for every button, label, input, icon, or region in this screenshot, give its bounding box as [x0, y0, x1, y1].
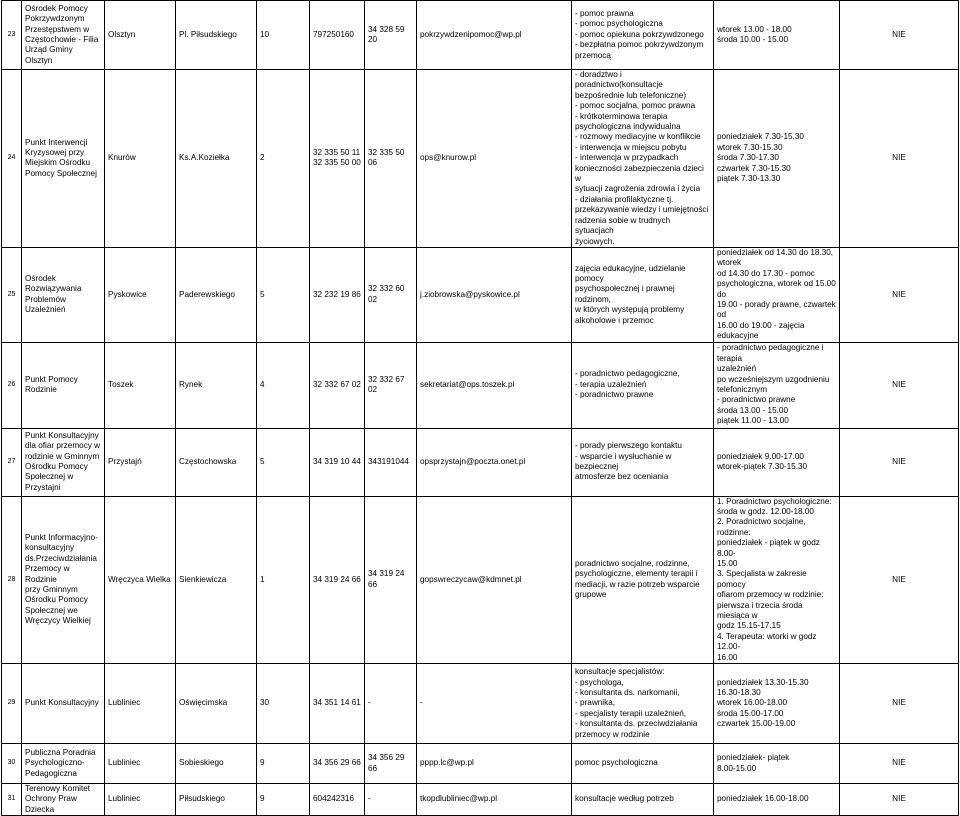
phone: 32 232 19 86 [310, 247, 365, 342]
opening-hours: poniedziałek 9.00-17.00 wtorek-piątek 7.30-15.30 [714, 428, 840, 496]
institution-name: Punkt Konsultacyjny dla ofiar przemocy w rodzinie w Gminnym Ośrodku Pomocy Społecznej w Przystajni [22, 428, 105, 496]
flag-value: NIE [840, 428, 959, 496]
email: opsprzystajn@poczta.onet.pl [417, 428, 572, 496]
phone: 34 319 24 66 [310, 496, 365, 664]
table-row [2, 70, 959, 248]
phone: 32 335 50 11 32 335 50 00 [310, 70, 365, 248]
flag-value: NIE [840, 784, 959, 816]
institution-name: Publiczna Poradnia Psychologiczno- Pedagogiczna [22, 744, 105, 784]
row-number: 30 [2, 744, 22, 784]
house-number: 2 [257, 70, 310, 248]
flag-value: NIE [840, 1, 959, 70]
fax: 32 332 60 02 [365, 247, 417, 342]
phone: 32 332 67 02 [310, 342, 365, 428]
table-row [2, 664, 959, 744]
flag-value: NIE [840, 342, 959, 428]
row-number: 28 [2, 496, 22, 664]
email: pokrzywdzenipomoc@wp.pl [417, 1, 572, 70]
email: j.ziobrowska@pyskowice.pl [417, 247, 572, 342]
table-row [2, 247, 959, 342]
services: - doradztwo i poradnictwo(konsultacje bezpośrednie lub telefoniczne) - pomoc socjalna, pomoc prawna - krótkoterminowa terapia psychologiczna indywidualna - rozmowy mediacyjne w konflikcie - interwencja w miejscu pobytu - interwencja w przypadkach konieczności zabezpieczenia dzieci w sytuacji zagrożenia zdrowia i życia - działania profilaktyczne tj. przekazywanie wiedzy i umiejętności radzenia sobie w trudnych sytuacjach życiowych. [572, 70, 714, 248]
services: zajęcia edukacyjne, udzielanie pomocy psychospołecznej i prawnej rodzinom, w których występują problemy alkoholowe i przemoc [572, 247, 714, 342]
street: Pl. Piłsudskiego [176, 1, 257, 70]
street: Sienkiewicza [176, 496, 257, 664]
street: Paderewskiego [176, 247, 257, 342]
opening-hours: poniedziałek od 14.30 do 18.30, wtorek od 14.30 do 17.30 - pomoc psychologiczna, wtorek od 15.00 do 19.00 - porady prawne, czwartek od 16.00 do 19.00 - zajęcia edukacyjne [714, 247, 840, 342]
fax: - [365, 784, 417, 816]
flag-value: NIE [840, 70, 959, 248]
opening-hours: wtorek 13.00 - 18.00 środa 10.00 - 15.00 [714, 1, 840, 70]
house-number: 1 [257, 496, 310, 664]
street: Oświęcimska [176, 664, 257, 744]
email: gopswreczycaw@kdmnet.pl [417, 496, 572, 664]
phone: 34 356 29 66 [310, 744, 365, 784]
street: Ks.A.Koziełka [176, 70, 257, 248]
services: - pomoc prawna - pomoc psychologiczna - pomoc opiekuna pokrzywdzonego - bezpłatna pomoc pokrzywdzonym przemocą [572, 1, 714, 70]
table-row [2, 496, 959, 664]
city: Olsztyn [105, 1, 176, 70]
phone: 604242316 [310, 784, 365, 816]
row-number: 31 [2, 784, 22, 816]
services: pomoc psychologiczna [572, 744, 714, 784]
fax: 34 356 29 66 [365, 744, 417, 784]
table-row [2, 744, 959, 784]
city: Lubliniec [105, 784, 176, 816]
house-number: 30 [257, 664, 310, 744]
city: Lubliniec [105, 664, 176, 744]
opening-hours: poniedziałek- piątek 8.00-15.00 [714, 744, 840, 784]
city: Lubliniec [105, 744, 176, 784]
flag-value: NIE [840, 744, 959, 784]
row-number: 23 [2, 1, 22, 70]
institution-name: Punkt Pomocy Rodzinie [22, 342, 105, 428]
house-number: 9 [257, 744, 310, 784]
flag-value: NIE [840, 247, 959, 342]
row-number: 29 [2, 664, 22, 744]
house-number: 5 [257, 247, 310, 342]
fax: 343191044 [365, 428, 417, 496]
phone: 797250160 [310, 1, 365, 70]
street: Piłsudskiego [176, 784, 257, 816]
phone: 34 319 10 44 [310, 428, 365, 496]
fax: - [365, 664, 417, 744]
phone: 34 351 14 61 [310, 664, 365, 744]
city: Pyskowice [105, 247, 176, 342]
institution-name: Punkt Informacyjno- konsultacyjny ds.Przeciwdziałania Przemocy w Rodzinie przy Gminnym Ośrodku Pomocy Społecznej we Wręczycy Wielkiej [22, 496, 105, 664]
city: Toszek [105, 342, 176, 428]
city: Knurów [105, 70, 176, 248]
table-row [2, 784, 959, 816]
row-number: 27 [2, 428, 22, 496]
email: sekretariat@ops.toszek.pl [417, 342, 572, 428]
fax: 34 319 24 66 [365, 496, 417, 664]
services: - porady pierwszego kontaktu - wsparcie i wysłuchanie w bezpiecznej atmosferze bez oceniania [572, 428, 714, 496]
institutions-table [1, 0, 959, 816]
institution-name: Punkt Konsultacyjny [22, 664, 105, 744]
email: pppp.lc@wp.pl [417, 744, 572, 784]
services: konsultacje specjalistów: - psychologa, - konsultanta ds. narkomanii, - prawnika, - specjalisty terapii uzależnień, - konsultanta ds. przeciwdziałania przemocy w rodzinie [572, 664, 714, 744]
fax: 32 335 50 06 [365, 70, 417, 248]
email: ops@knurow.pl [417, 70, 572, 248]
email: - [417, 664, 572, 744]
opening-hours: poniedziałek 16.00-18.00 [714, 784, 840, 816]
services: - poradnictwo pedagogiczne, - terapia uzależnień - poradnictwo prawne [572, 342, 714, 428]
table-row [2, 1, 959, 70]
services: konsultacje według potrzeb [572, 784, 714, 816]
opening-hours: 1. Poradnictwo psychologiczne: środa w godz. 12.00-18.00 2. Poradnictwo socjalne, rodzinne: poniedziałek - piątek w godz 8.00- 15.00 3. Specjalista w zakresie pomocy ofiarom przemocy w rodzinie: pierwsza i trzecia środa miesiąca w godz 15.15-17.15 4. Terapeuta: wtorki w godz 12.00- 16.00 [714, 496, 840, 664]
street: Rynek [176, 342, 257, 428]
city: Przystajń [105, 428, 176, 496]
city: Wręczyca Wielka [105, 496, 176, 664]
street: Sobieskiego [176, 744, 257, 784]
institution-name: Terenowy Komitet Ochrony Praw Dziecka [22, 784, 105, 816]
opening-hours: poniedziałek 7.30-15.30 wtorek 7.30-15.30 środa 7.30-17.30 czwartek 7.30-15.30 piątek 7.30-13.30 [714, 70, 840, 248]
house-number: 9 [257, 784, 310, 816]
table-row [2, 342, 959, 428]
street: Częstochowska [176, 428, 257, 496]
house-number: 10 [257, 1, 310, 70]
flag-value: NIE [840, 664, 959, 744]
services: poradnictwo socjalne, rodzinne, psychologiczne, elementy terapii i mediacji, w razie potrzeb wsparcie grupowe [572, 496, 714, 664]
row-number: 26 [2, 342, 22, 428]
institution-name: Ośrodek Pomocy Pokrzywdzonym Przestępstwem w Częstochowie - Filia Urząd Gminy Olsztyn [22, 1, 105, 70]
table-row [2, 428, 959, 496]
opening-hours: - poradnictwo pedagogiczne i terapia uzależnień po wcześniejszym uzgodnieniu telefonicznym - poradnictwo prawne środa 13.00 - 15.00 piątek 11.00 - 13.00 [714, 342, 840, 428]
house-number: 4 [257, 342, 310, 428]
institution-name: Punkt Interwencji Kryzysowej przy Miejskim Ośrodku Pomocy Społecznej [22, 70, 105, 248]
email: tkopdlubliniec@wp.pl [417, 784, 572, 816]
house-number: 5 [257, 428, 310, 496]
row-number: 25 [2, 247, 22, 342]
fax: 32 332 67 02 [365, 342, 417, 428]
fax: 34 328 59 20 [365, 1, 417, 70]
opening-hours: poniedziałek 13.30-15.30 16.30-18.30 wtorek 16.00-18.00 środa 15.00-17.00 czwartek 15.00-19.00 [714, 664, 840, 744]
institution-name: Ośrodek Rozwiązywania Problemów Uzależnień [22, 247, 105, 342]
row-number: 24 [2, 70, 22, 248]
flag-value: NIE [840, 496, 959, 664]
